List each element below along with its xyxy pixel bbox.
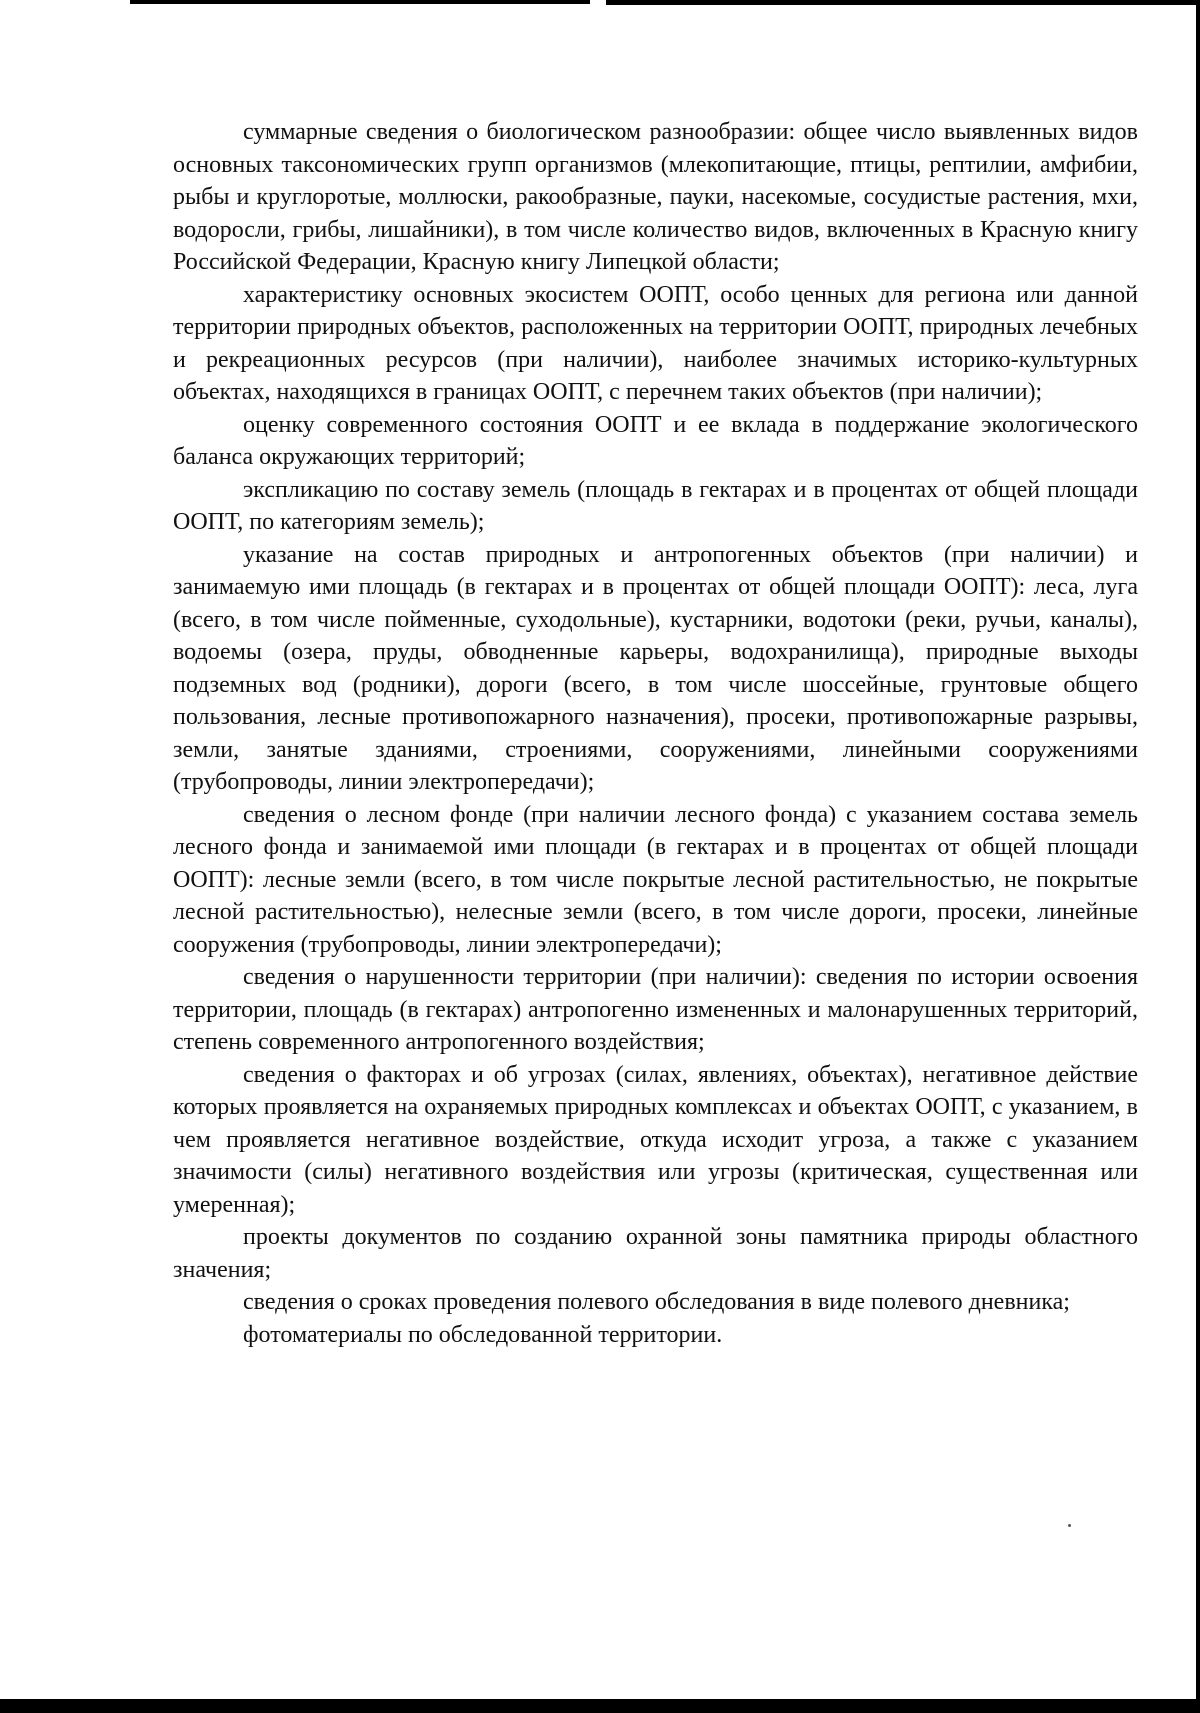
document-body bbox=[173, 116, 1138, 1351]
paragraph-assessment: оценку современного состояния ООПТ и ее вклада в поддержание экологического баланса окружающих территорий; bbox=[173, 411, 1138, 470]
scan-border-top-left bbox=[130, 0, 590, 4]
paragraph-threats: сведения о факторах и об угрозах (силах, явлениях, объектах), негативное действие которых проявляется на охраняемых природных комплексах и объектах ООПТ, с указанием, в чем проявляется негативное воздействие, откуда исходит угроза, а также с указанием значимости (силы) негативного воздействия или угрозы (критическая, существенная или умеренная); bbox=[173, 1061, 1138, 1218]
scan-speck bbox=[1068, 1524, 1071, 1527]
scan-border-right bbox=[1196, 0, 1200, 1713]
paragraph-disturbance: сведения о нарушенности территории (при наличии): сведения по истории освоения территории, площадь (в гектарах) антропогенно измененных и малонарушенных территорий, степень современного антропогенного воздействия; bbox=[173, 964, 1138, 1055]
paragraph-biodiversity: суммарные сведения о биологическом разнообразии: общее число выявленных видов основных таксономических групп организмов (млекопитающие, птицы, рептилии, амфибии, рыбы и круглоротые, моллюски, ракообразные, пауки, насекомые, сосудистые растения, мхи, водоросли, грибы, лишайники), в том числе количество видов, включенных в Красную книгу Российской Федерации, Красную книгу Липецкой области; bbox=[173, 119, 1138, 275]
paragraph-forest-fund: сведения о лесном фонде (при наличии лесного фонда) с указанием состава земель лесного фонда и занимаемой ими площади (в гектарах и в процентах от общей площади ООПТ): лесные земли (всего, в том числе покрытые лесной растительностью, не покрытые лесной растительностью), нелесные земли (всего, в том числе дороги, просеки, линейные сооружения (трубопроводы, линии электропередачи); bbox=[173, 801, 1138, 958]
scan-border-bottom bbox=[0, 1699, 1200, 1713]
paragraph-photo-materials: фотоматериалы по обследованной территории. bbox=[243, 1321, 723, 1348]
paragraph-land-explication: экспликацию по составу земель (площадь в гектарах и в процентах от общей площади ООПТ, по категориям земель); bbox=[173, 476, 1138, 535]
paragraph-ecosystems: характеристику основных экосистем ООПТ, особо ценных для региона или данной территории природных объектов, расположенных на территории ООПТ, природных лечебных и рекреационных ресурсов (при наличии), наиболее значимых историко-культурных объектах, находящихся в границах ООПТ, с перечнем таких объектов (при наличии); bbox=[173, 281, 1138, 405]
paragraph-protection-zone: проекты документов по созданию охранной зоны памятника природы областного значения; bbox=[173, 1224, 1138, 1283]
paragraph-field-survey: сведения о сроках проведения полевого обследования в виде полевого дневника; bbox=[243, 1289, 1070, 1315]
paragraph-objects-composition: указание на состав природных и антропогенных объектов (при наличии) и занимаемую ими площадь (в гектарах и в процентах от общей площади ООПТ): леса, луга (всего, в том числе пойменные, суходольные), кустарники, водотоки (реки, ручьи, каналы), водоемы (озера, пруды, обводненные карьеры, водохранилища), природные выходы подземных вод (родники), дороги (всего, в том числе шоссейные, грунтовые общего пользования, лесные противопожарного назначения), просеки, противопожарные разрывы, земли, занятые зданиями, строениями, сооружениями, линейными сооружениями (трубопроводы, линии электропередачи); bbox=[173, 541, 1138, 795]
scan-border-top-right bbox=[606, 0, 1200, 5]
